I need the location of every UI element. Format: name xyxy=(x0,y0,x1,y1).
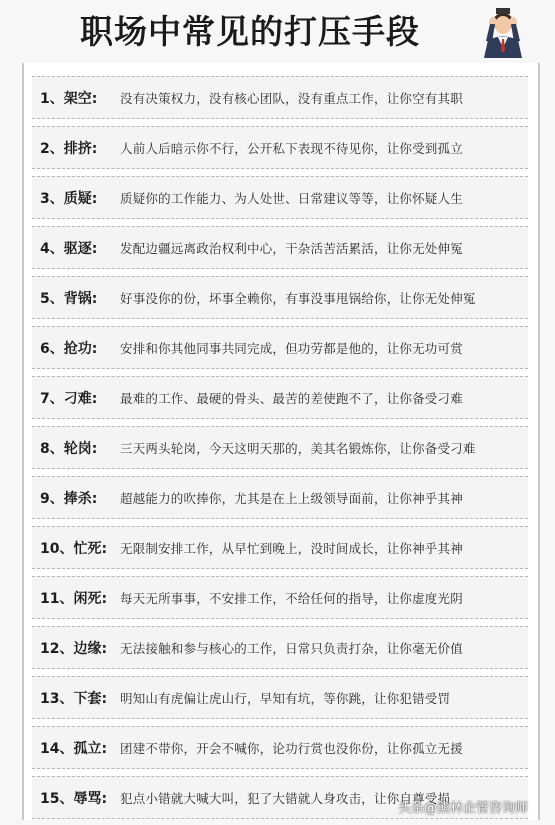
item-label: 7、刁难: xyxy=(40,390,98,407)
item-label: 13、下套: xyxy=(40,690,108,707)
item-description: 安排和你其他同事共同完成，但功劳都是他的，让你无功可赏 xyxy=(120,340,463,356)
list-item xyxy=(32,126,528,169)
item-description: 明知山有虎偏让虎山行，早知有坑，等你跳，让你犯错受罚 xyxy=(120,690,451,706)
list-item xyxy=(32,476,528,519)
item-description: 好事没你的份，坏事全赖你，有事没事甩锅给你，让你无处伸冤 xyxy=(120,290,476,306)
item-description: 最难的工作、最硬的骨头、最苦的差使跑不了，让你备受刁难 xyxy=(120,390,463,406)
item-label: 4、驱逐: xyxy=(40,240,98,257)
item-description: 犯点小错就大喊大叫，犯了大错就人身攻击，让你自尊受损 xyxy=(120,790,451,806)
list-item xyxy=(32,576,528,619)
item-label: 15、辱骂: xyxy=(40,790,108,807)
list-item xyxy=(32,326,528,369)
item-label: 6、抢功: xyxy=(40,340,98,357)
list-item xyxy=(32,526,528,569)
item-description: 无法接触和参与核心的工作，日常只负责打杂，让你毫无价值 xyxy=(120,640,463,656)
list-item xyxy=(32,76,528,119)
item-label: 1、架空: xyxy=(40,90,98,107)
item-description: 团建不带你，开会不喊你，论功行赏也没你份，让你孤立无援 xyxy=(120,740,463,756)
list-item xyxy=(32,626,528,669)
item-label: 12、边缘: xyxy=(40,640,108,657)
list-item xyxy=(32,726,528,769)
item-description: 质疑你的工作能力、为人处世、日常建议等等，让你怀疑人生 xyxy=(120,190,463,206)
list-item xyxy=(32,376,528,419)
item-label: 5、背锅: xyxy=(40,290,98,307)
item-label: 8、轮岗: xyxy=(40,440,98,457)
item-description: 没有决策权力，没有核心团队，没有重点工作，让你空有其职 xyxy=(120,90,463,106)
item-label: 10、忙死: xyxy=(40,540,108,557)
item-description: 无限制安排工作，从早忙到晚上，没时间成长，让你神乎其神 xyxy=(120,540,463,556)
item-description: 每天无所事事，不安排工作，不给任何的指导，让你虚度光阴 xyxy=(120,590,463,606)
item-label: 9、捧杀: xyxy=(40,490,98,507)
item-description: 超越能力的吹捧你，尤其是在上上级领导面前，让你神乎其神 xyxy=(120,490,463,506)
list-item xyxy=(32,676,528,719)
item-label: 2、排挤: xyxy=(40,140,98,157)
list-item xyxy=(32,426,528,469)
watermark: 头条@熊林企管咨询师 xyxy=(398,801,529,816)
item-description: 三天两头轮岗，今天这明天那的，美其名锻炼你，让你备受刁难 xyxy=(120,440,476,456)
stressed-person-icon xyxy=(476,8,530,58)
page-title: 职场中常见的打压手段 xyxy=(80,12,420,51)
item-label: 3、质疑: xyxy=(40,190,98,207)
header xyxy=(0,0,555,62)
item-label: 11、闲死: xyxy=(40,590,108,607)
item-label: 14、孤立: xyxy=(40,740,108,757)
list-item xyxy=(32,176,528,219)
item-description: 发配边疆远离政治权利中心，干杂活苦活累活，让你无处伸冤 xyxy=(120,240,463,256)
list-item xyxy=(32,276,528,319)
item-description: 人前人后暗示你不行，公开私下表现不待见你，让你受到孤立 xyxy=(120,140,463,156)
list-item xyxy=(32,226,528,269)
